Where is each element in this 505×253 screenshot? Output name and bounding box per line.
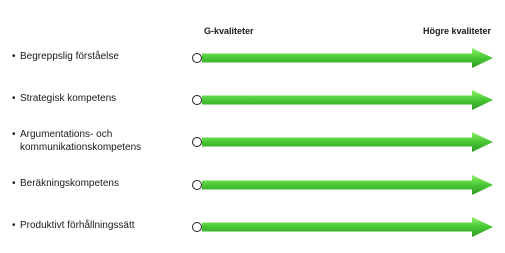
circle-marker-icon [192,222,202,232]
row-label: • Beräkningskompetens [12,178,119,189]
bullet-icon: • [12,93,16,104]
right-arrow-icon [202,48,494,68]
row-label: • Strategisk kompetens [12,93,117,104]
bullet-icon: • [12,51,16,62]
header-hogre-kvaliteter: Högre kvaliteter [422,26,491,36]
row-label: • Argumentations- och kommunikationskompetens [12,129,142,153]
circle-marker-icon [192,53,202,63]
row-label: • Begreppslig förståelse [12,51,119,62]
row-label: • Produktivt förhållningssätt [12,220,135,231]
circle-marker-icon [192,180,202,190]
circle-marker-icon [192,95,202,105]
header-g-kvaliteter: G-kvaliteter [204,26,254,36]
bullet-icon: • [12,129,16,140]
right-arrow-icon [202,90,494,110]
right-arrow-icon [202,175,494,195]
right-arrow-icon [202,132,494,152]
bullet-icon: • [12,220,16,231]
circle-marker-icon [192,137,202,147]
right-arrow-icon [202,217,494,237]
bullet-icon: • [12,178,16,189]
